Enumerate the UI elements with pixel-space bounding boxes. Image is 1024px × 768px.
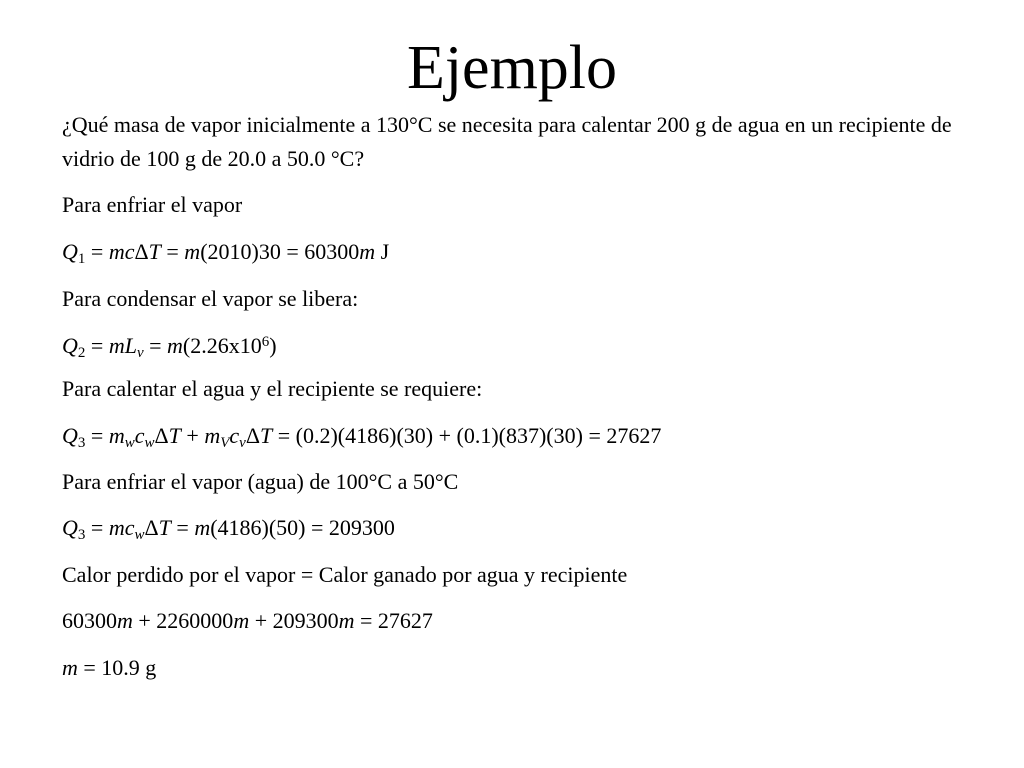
equation-q3-heating: $Q_3 = m_wc_w\Delta T + m_Vc_v\Delta T = (0.2)(4186)(30) + (0.1)(837)(30) = 27627$ bbox=[62, 423, 662, 451]
equation-balance: 60300m + 2260000m + 209300m = 27627 bbox=[62, 608, 433, 633]
step-heat-balance: Calor perdido por el vapor = Calor ganado por agua y recipiente bbox=[62, 562, 628, 587]
problem-statement: ¿Qué masa de vapor inicialmente a 130°C se necesita para calentar 200 g de agua en un recipiente de vidrio de 100 g de 20.0 a 50.0 °C? bbox=[62, 112, 952, 171]
equation-q2: $Q_2 = mL_v = m(2.26x10^6)$ bbox=[62, 333, 277, 361]
equation-q1: $Q_1 = mc\Delta T = m(2010)30 = 60300m$ J bbox=[62, 239, 390, 267]
step-cool-vapor: Para enfriar el vapor bbox=[62, 192, 243, 217]
equation-q3-cooling: $Q_3 = mc_w\Delta T = m(4186)(50) = 209300$ bbox=[62, 515, 395, 543]
equation-result: m = 10.9 g bbox=[62, 655, 157, 680]
step-heat-water: Para calentar el agua y el recipiente se requiere: bbox=[62, 376, 483, 401]
step-cool-water: Para enfriar el vapor (agua) de 100°C a 50°C bbox=[62, 469, 459, 494]
step-condense-vapor: Para condensar el vapor se libera: bbox=[62, 286, 359, 311]
slide-title: Ejemplo bbox=[406, 34, 618, 102]
